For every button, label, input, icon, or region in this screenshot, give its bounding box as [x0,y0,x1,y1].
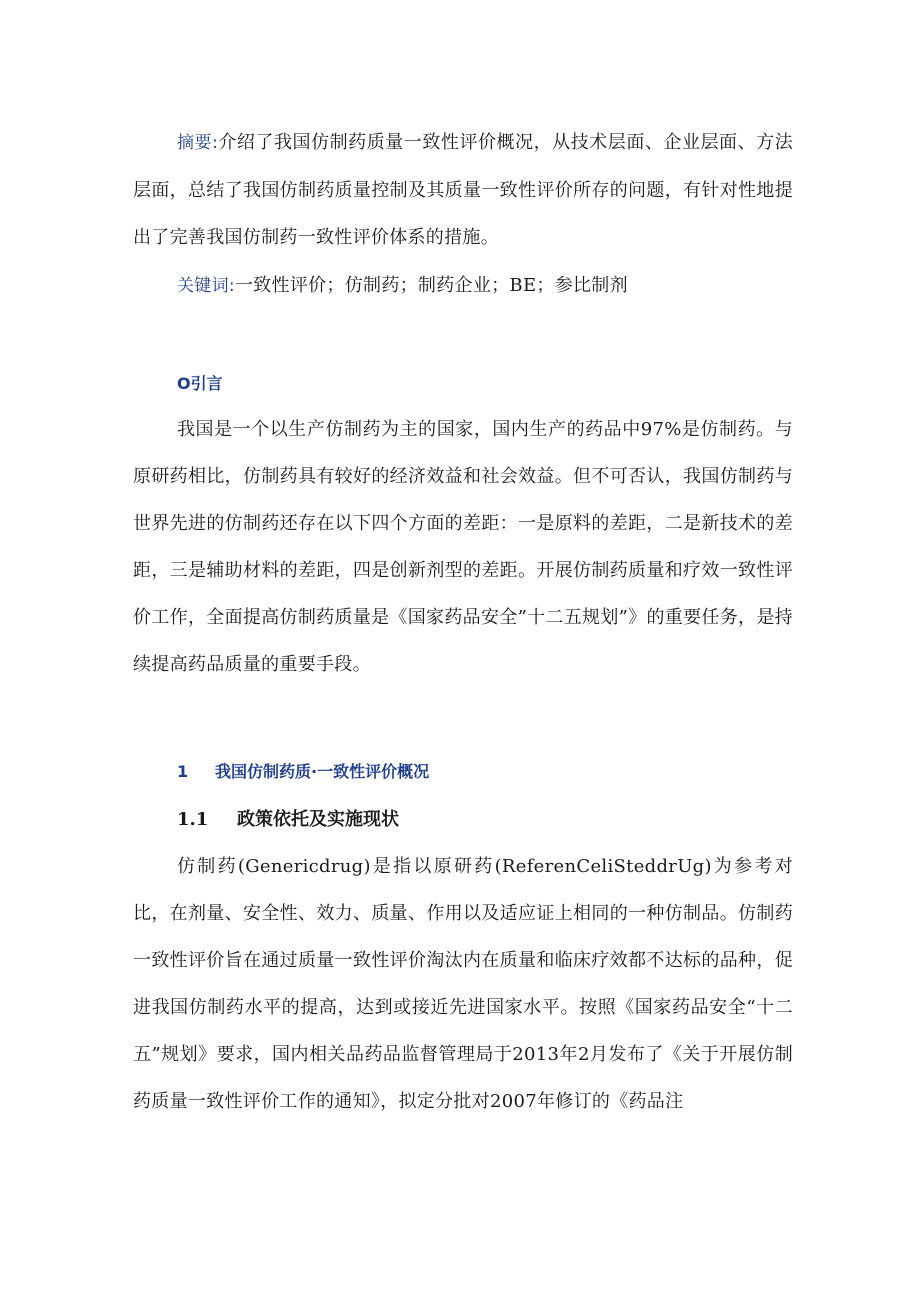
abstract-text: 介绍了我国仿制药质量一致性评价概况，从技术层面、企业层面、方法层面，总结了我国仿制药质量控制及其质量一致性评价所存的问题，有针对性地提出了完善我国仿制药一致性评价体系的措施。 [133,132,793,248]
section-1-1-title: 政策依托及实施现状 [237,809,399,830]
intro-paragraph: 我国是一个以生产仿制药为主的国家，国内生产的药品中97%是仿制药。与原研药相比，仿制药具有较好的经济效益和社会效益。但不可否认，我国仿制药与世界先进的仿制药还存在以下四个方面的差距：一是原料的差距，二是新技术的差距，三是辅助材料的差距，四是创新剂型的差距。开展仿制药质量和疗效一致性评价工作，全面提高仿制药质量是《国家药品安全”十二五规划”》的重要任务，是持续提高药品质量的重要手段。 [133,419,793,675]
section-1-1-paragraph: 仿制药(Genericdrug)是指以原研药(ReferenCeliSteddrUg)为参考对比，在剂量、安全性、效力、质量、作用以及适应证上相同的一种仿制品。仿制药一致性评价旨在通过质量一致性评价淘汰内在质量和临床疗效都不达标的品种，促进我国仿制药水平的提高，达到或接近先进国家水平。按照《国家药品安全“十二五”规划》要求，国内相关品药品监督管理局于2013年2月发布了《关于开展仿制药质量一致性评价工作的通知》，拟定分批对2007年修订的《药品注 [133,856,793,1112]
section-1-1-heading [177,808,399,832]
keywords-text: 一致性评价；仿制药；制药企业；BE；参比制剂 [234,275,628,296]
keywords-label: 关键词: [177,276,235,296]
section-1-number: 1 [177,762,189,781]
section-1-title: 我国仿制药质·一致性评价概况 [215,762,430,781]
section-1-heading [177,760,429,784]
section-1-1-number: 1.1 [177,809,209,830]
intro-heading: O引言 [177,374,223,393]
abstract-label: 摘要: [177,133,219,153]
abstract-paragraph [133,119,793,261]
keywords-paragraph [133,262,793,310]
